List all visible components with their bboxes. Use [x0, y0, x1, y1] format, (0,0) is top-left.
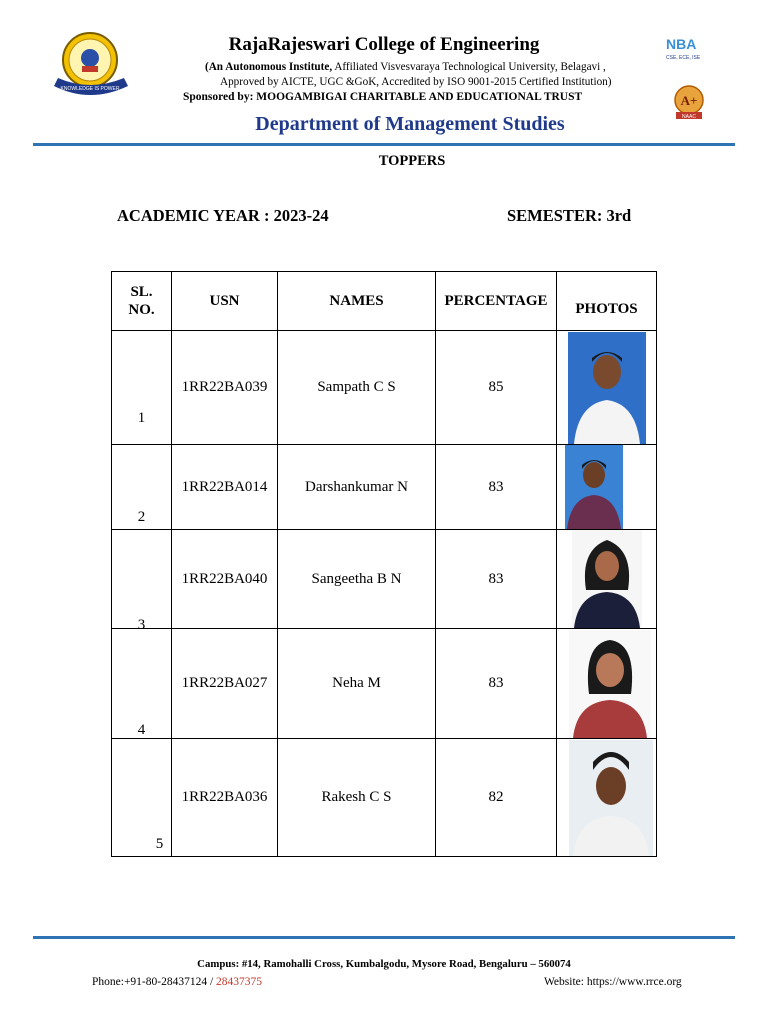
student-photo [569, 630, 651, 738]
percentage-cell: 83 [436, 530, 557, 629]
percentage-cell: 85 [436, 331, 557, 445]
affiliation-text: Affiliated Visvesvaraya Technological University, Belagavi , [332, 61, 606, 73]
page-title: TOPPERS [378, 153, 446, 169]
nba-logo-sub: CSE, ECE, ISE [666, 55, 701, 61]
sl-cell: 2 [112, 445, 172, 530]
header-usn: USN [172, 272, 278, 331]
usn-cell: 1RR22BA040 [172, 530, 278, 629]
academic-year: ACADEMIC YEAR : 2023-24 [117, 206, 329, 225]
autonomous-label: (An Autonomous Institute, [205, 61, 333, 73]
name-cell: Sangeetha B N [278, 530, 436, 629]
naac-grade-text: A+ [680, 93, 698, 108]
photo-cell [557, 331, 657, 445]
table-row [112, 331, 657, 445]
website-link[interactable]: Website: https://www.rrce.org [544, 976, 682, 988]
photo-cell [557, 445, 657, 530]
affiliation-line [205, 61, 606, 73]
percentage-cell: 83 [436, 445, 557, 530]
sponsor-line: Sponsored by: MOOGAMBIGAI CHARITABLE AND EDUCATIONAL TRUST [183, 91, 583, 103]
photo-cell [557, 739, 657, 857]
table-row [112, 445, 657, 530]
name-cell: Darshankumar N [278, 445, 436, 530]
photo-cell [557, 530, 657, 629]
college-name: RajaRajeswari College of Engineering [228, 34, 540, 55]
student-photo [569, 740, 653, 856]
student-photo [565, 445, 623, 529]
percentage-cell: 82 [436, 739, 557, 857]
naac-logo-text: NAAC [682, 114, 696, 120]
department-title: Department of Management Studies [255, 113, 565, 135]
usn-cell: 1RR22BA036 [172, 739, 278, 857]
table-row [112, 629, 657, 739]
sl-cell: 5 [112, 739, 172, 857]
name-cell: Rakesh C S [278, 739, 436, 857]
header-divider [33, 143, 735, 146]
phone-primary: Phone:+91-80-28437124 / [92, 976, 217, 988]
table-header-row [112, 272, 657, 331]
phone-alternate: 28437375 [216, 976, 263, 988]
footer-divider [33, 936, 735, 939]
table-row [112, 530, 657, 629]
student-photo [572, 530, 642, 628]
sl-cell: 1 [112, 331, 172, 445]
campus-address: Campus: #14, Ramohalli Cross, Kumbalgodu, Mysore Road, Bengaluru – 560074 [197, 958, 571, 970]
header-percentage: PERCENTAGE [436, 272, 557, 331]
header-names: NAMES [278, 272, 436, 331]
phone-numbers [92, 976, 262, 988]
usn-cell: 1RR22BA027 [172, 629, 278, 739]
approval-line: Approved by AICTE, UGC &GoK, Accredited by ISO 9001-2015 Certified Institution) [220, 76, 612, 88]
header-sl-no: SL. NO. [112, 272, 172, 331]
header-photos: PHOTOS [557, 272, 657, 331]
semester: SEMESTER: 3rd [507, 206, 632, 225]
sl-cell: 3 [112, 530, 172, 629]
name-cell: Neha M [278, 629, 436, 739]
student-photo [568, 332, 646, 444]
table-row [112, 739, 657, 857]
photo-cell [557, 629, 657, 739]
name-cell: Sampath C S [278, 331, 436, 445]
percentage-cell: 83 [436, 629, 557, 739]
usn-cell: 1RR22BA014 [172, 445, 278, 530]
usn-cell: 1RR22BA039 [172, 331, 278, 445]
sl-cell: 4 [112, 629, 172, 739]
logo-motto-text: KNOWLEDGE IS POWER [60, 86, 120, 92]
nba-logo-text: NBA [666, 36, 697, 52]
toppers-table [111, 271, 657, 857]
